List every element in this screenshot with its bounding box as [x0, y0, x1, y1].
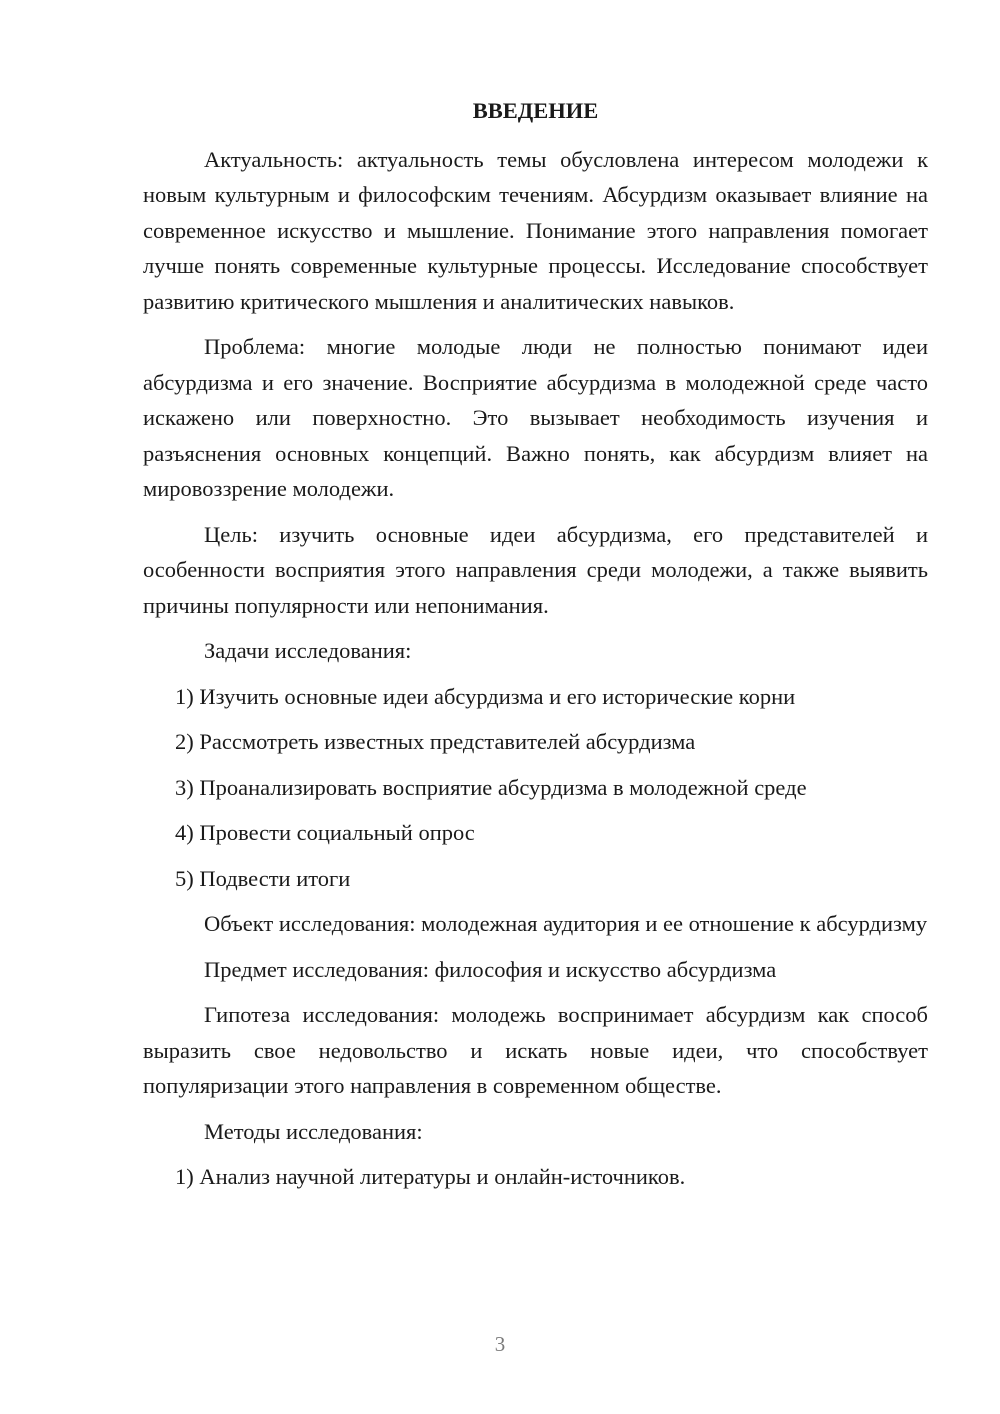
list-item: 2) Рассмотреть известных представителей абсурдизма [175, 729, 696, 754]
page-number: 3 [494, 1332, 506, 1356]
relevance-paragraph: Актуальность: актуальность темы обусловлена интересом молодежи к новым культурным и философским течениям. Абсурдизм оказывает влияние на современное искусство и мышление. Понимание этого направления помогает лучше понять современные культурные процессы. Исследование способствует развитию критического мышления и аналитических навыков. [143, 146, 928, 314]
hypothesis-paragraph: Гипотеза исследования: молодежь воспринимает абсурдизм как способ выразить свое недовольство и искать новые идеи, что способствует популяризации этого направления в современном обществе. [143, 1002, 928, 1098]
tasks-list [143, 679, 928, 897]
list-item: 5) Подвести итоги [175, 865, 351, 891]
page-heading: ВВЕДЕНИЕ [472, 98, 599, 123]
methods-title: Методы исследования: [204, 1118, 423, 1144]
methods-list [143, 1159, 928, 1195]
page-content [143, 93, 928, 1205]
list-item: 1) Анализ научной литературы и онлайн-источников. [175, 1164, 686, 1189]
tasks-title: Задачи исследования: [204, 638, 412, 663]
subject-paragraph: Предмет исследования: философия и искусство абсурдизма [204, 956, 777, 982]
list-item: 3) Проанализировать восприятие абсурдизма в молодежной среде [175, 774, 807, 800]
goal-paragraph: Цель: изучить основные идеи абсурдизма, его представителей и особенности восприятия этого направления среди молодежи, а также выявить причины популярности или непонимания. [143, 521, 928, 618]
object-paragraph: Объект исследования: молодежная аудитория и ее отношение к абсурдизму [204, 911, 928, 936]
list-item: 1) Изучить основные идеи абсурдизма и его исторические корни [175, 683, 796, 709]
list-item: 4) Провести социальный опрос [175, 820, 475, 845]
problem-paragraph: Проблема: многие молодые люди не полностью понимают идеи абсурдизма и его значение. Восприятие абсурдизма в молодежной среде часто искажено или поверхностно. Это вызывает необходимость изучения и разъяснения основных концепций. Важно понять, как абсурдизм влияет на мировоззрение молодежи. [143, 334, 928, 501]
